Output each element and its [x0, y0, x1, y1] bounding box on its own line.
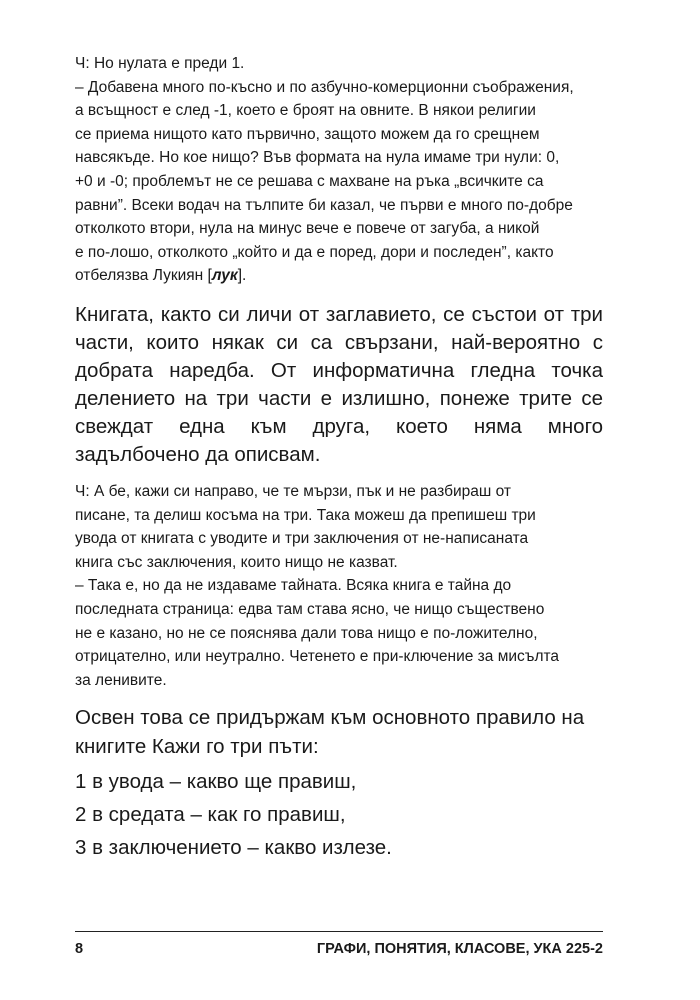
text-line: а всъщност е след -1, което е броят на овните. В някои религии — [75, 102, 536, 120]
text-line: е по-лошо, отколкото „който и да е поред, дори и последен”, както — [75, 243, 554, 261]
dialogue-block-1 — [75, 52, 603, 288]
text-line: – Добавена много по-късно и по азбучно-комерционни съображения, — [75, 78, 574, 96]
text-line: навсякъде. Но кое нищо? Във формата на нула имаме три нули: 0, — [75, 149, 560, 167]
list-item: 2 в средата – как го правиш, — [75, 803, 346, 826]
body-paragraph-2 — [75, 703, 603, 862]
list-item: 3 в заключението – какво излезе. — [75, 836, 392, 859]
text-line: за ленивите. — [75, 671, 167, 689]
text-line: отрицателно, или неутрално. Четенето е при-ключение за мисълта — [75, 648, 560, 666]
text-line: увода от книгата с уводите и три заключения от не-написаната — [75, 530, 529, 548]
intro-line: книгите Кажи го три пъти: — [75, 735, 319, 758]
text-line: Ч: А бе, кажи си направо, че те мързи, пък и не разбираш от — [75, 483, 511, 500]
text-line: – Така е, но да не издаваме тайната. Всяка книга е тайна до — [75, 577, 512, 595]
text-line: последната страница: едва там става ясно, че нищо съществено — [75, 600, 545, 618]
list-item: 1 в увода – какво ще правиш, — [75, 770, 357, 793]
text-line: се приема нищото като първично, защото можем да го срещнем — [75, 125, 540, 143]
intro-line: Освен това се придържам към основното правило на — [75, 706, 585, 729]
text-line: Ч: Но нулата е преди 1. — [75, 55, 245, 72]
citation-reference: лук — [211, 267, 238, 285]
text-line: равни”. Всеки водач на тълпите би казал, че първи е много по-добре — [75, 196, 573, 214]
text-line: книга със заключения, които нищо не казват. — [75, 553, 398, 571]
text-line: писане, та делиш косъма на три. Така можеш да препишеш три — [75, 506, 536, 524]
footer-divider — [75, 931, 603, 932]
page-footer — [75, 941, 603, 957]
running-title: ГРАФИ, ПОНЯТИЯ, КЛАСОВЕ, УКА 225-2 — [316, 941, 603, 957]
reference-prefix: отбелязва Лукиян [ — [75, 267, 212, 285]
text-line: +0 и -0; проблемът не се решава с махване на ръка „всичките са — [75, 172, 544, 190]
text-line: не е казано, но не се пояснява дали това нищо е по-ложително, — [75, 624, 538, 642]
page-number: 8 — [75, 941, 84, 957]
text-line-with-reference — [75, 264, 603, 288]
body-paragraph-1: Книгата, както си личи от заглавието, се състои от три части, които някак си са свързани, най-вероятно с добрата наредба. От информатична гледна точка делението на три части е излишно, понеже трите се свеждат една към друга, което няма много задълбочено да описвам. — [75, 303, 603, 466]
dialogue-block-2 — [75, 480, 603, 692]
reference-suffix: ]. — [237, 267, 247, 285]
text-line: отколкото втори, нула на минус вече е повече от загуба, а никой — [75, 220, 540, 238]
